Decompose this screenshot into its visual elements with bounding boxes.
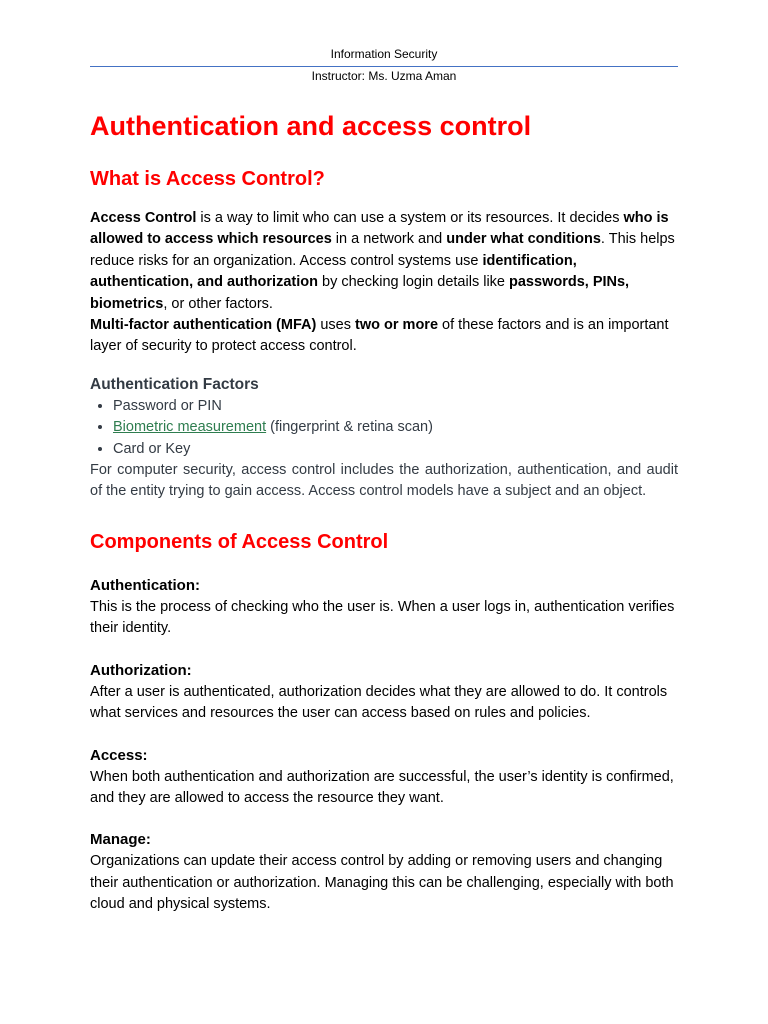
- definition-authentication: This is the process of checking who the user is. When a user logs in, authentication verifies their identity.: [90, 598, 675, 637]
- text-run: is a way to limit who can use a system or its resources. It decides: [196, 210, 624, 226]
- bold-term: under what conditions: [446, 231, 601, 248]
- text-run: uses: [316, 317, 356, 334]
- term-authentication: Authentication:: [90, 576, 200, 594]
- text-run: , or other factors.: [163, 295, 273, 312]
- text-run: . This helps reduce risks for an organization. Access control systems use: [90, 231, 675, 269]
- factors-list: [90, 396, 678, 460]
- bold-term: two or more: [355, 317, 439, 334]
- definition-manage: Organizations can update their access control by adding or removing users and changing their authentication or authorization. Managing this can be challenging, especially with both cloud and physical systems.: [90, 853, 674, 913]
- definition-access: When both authentication and authorization are successful, the user’s identity is confirmed, and they are allowed to access the resource they want.: [90, 768, 674, 806]
- factor-card: Card or Key: [113, 440, 191, 457]
- bold-term: identification, authentication, and authorization: [90, 252, 577, 291]
- text-run: of these factors and is an important layer of security to protect access control.: [90, 317, 669, 355]
- list-item: [113, 417, 678, 438]
- text-run: in a network and: [331, 231, 447, 248]
- biometric-link[interactable]: Biometric measurement: [113, 419, 267, 436]
- header-course: Information Security: [330, 47, 438, 61]
- bold-term: Access Control: [90, 210, 197, 226]
- text-run: by checking login details like: [317, 274, 510, 291]
- definition-authorization: After a user is authenticated, authorization decides what they are allowed to do. It controls what services and resources the user can access based on rules and policies.: [90, 683, 668, 722]
- mfa-paragraph: [90, 315, 678, 358]
- list-item: [113, 396, 678, 417]
- page-title: Authentication and access control: [90, 111, 532, 141]
- bold-term: Multi-factor authentication (MFA): [90, 317, 317, 334]
- header-instructor: Instructor: Ms. Uzma Aman: [311, 69, 457, 83]
- factors-heading: Authentication Factors: [90, 375, 259, 393]
- intro-paragraph: [90, 208, 678, 315]
- section-heading-components: Components of Access Control: [90, 530, 389, 553]
- section-heading-access-control: What is Access Control?: [90, 168, 325, 190]
- factor-biometric-detail: (fingerprint & retina scan): [266, 419, 433, 436]
- term-access: Access:: [90, 746, 148, 764]
- header-divider: [90, 66, 678, 67]
- summary-paragraph: For computer security, access control includes the authorization, authentication, and audit of the entity trying to gain access. Access control models have a subject and an object.: [90, 462, 678, 500]
- term-authorization: Authorization:: [90, 661, 192, 679]
- list-item: [113, 439, 678, 460]
- document-body: [90, 106, 678, 916]
- factor-password: Password or PIN: [113, 397, 222, 414]
- term-manage: Manage:: [90, 831, 151, 849]
- bold-term: passwords, PINs, biometrics: [90, 274, 630, 312]
- bold-term: who is allowed to access which resources: [90, 210, 669, 248]
